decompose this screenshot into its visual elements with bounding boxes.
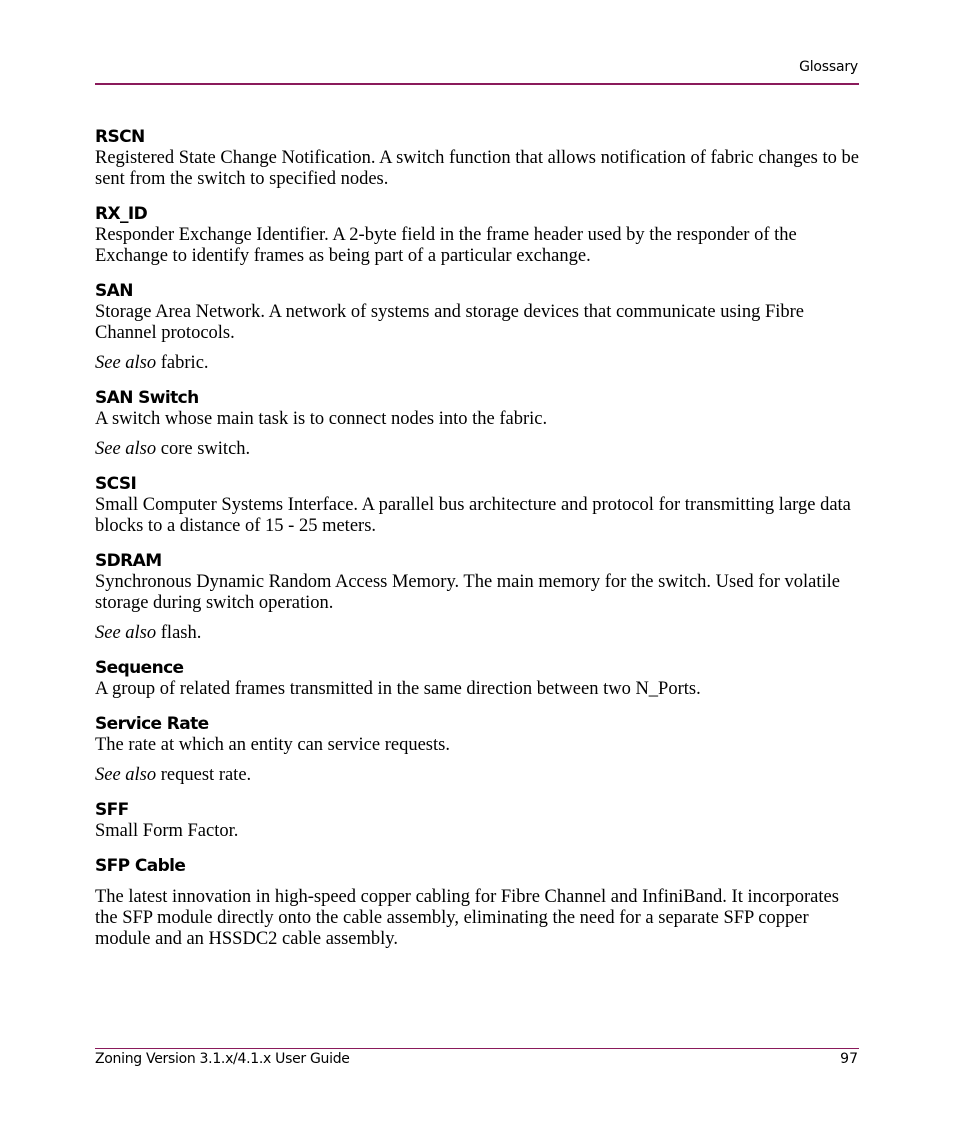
page-number: 97 [840,1051,858,1067]
glossary-term: SCSI [95,474,137,494]
glossary-definition: Storage Area Network. A network of systems and storage devices that communicate using Fibre Channel protocols. [95,302,804,343]
see-also [95,439,859,460]
see-also [95,353,859,374]
glossary-entry-san-switch [95,387,859,460]
glossary-entry-sequence [95,657,859,700]
glossary-term: SDRAM [95,551,162,571]
glossary-definition: The latest innovation in high-speed copper cabling for Fibre Channel and InfiniBand. It incorporates the SFP module directly onto the cable assembly, eliminating the need for a separate SFP copper module and an HSSDC2 cable assembly. [95,887,839,949]
running-header: Glossary [799,59,858,75]
glossary-term: RSCN [95,127,145,147]
glossary-entry-scsi [95,473,859,537]
glossary-term: SAN Switch [95,388,199,408]
see-also-target: fabric. [160,353,209,373]
glossary-entry-service-rate [95,713,859,786]
see-also-label: See also [95,439,157,459]
glossary-term: SAN [95,281,133,301]
footer-rule [95,1048,859,1049]
glossary-definition: Synchronous Dynamic Random Access Memory. The main memory for the switch. Used for volatile storage during switch operation. [95,572,840,613]
glossary-entry-san [95,280,859,374]
footer-title: Zoning Version 3.1.x/4.1.x User Guide [95,1051,350,1067]
see-also-target: request rate. [160,765,252,785]
glossary-definition: Small Form Factor. [95,821,239,841]
glossary-definition: A group of related frames transmitted in the same direction between two N_Ports. [95,679,701,699]
glossary-entry-rx-id [95,203,859,267]
glossary-definition: Small Computer Systems Interface. A parallel bus architecture and protocol for transmitting large data blocks to a distance of 15 - 25 meters. [95,495,851,536]
glossary-entries [95,126,859,963]
see-also-label: See also [95,623,157,643]
see-also [95,623,859,644]
glossary-term: RX_ID [95,204,148,224]
glossary-term: SFP Cable [95,856,186,876]
glossary-definition: A switch whose main task is to connect nodes into the fabric. [95,409,548,429]
glossary-term: SFF [95,800,129,820]
see-also [95,765,859,786]
glossary-definition: Registered State Change Notification. A switch function that allows notification of fabric changes to be sent from the switch to specified nodes. [95,148,859,189]
glossary-term: Sequence [95,658,184,678]
see-also-label: See also [95,765,157,785]
see-also-label: See also [95,353,157,373]
see-also-target: core switch. [160,439,251,459]
glossary-entry-sfp-cable [95,855,859,950]
glossary-definition: Responder Exchange Identifier. A 2-byte field in the frame header used by the responder of the Exchange to identify frames as being part of a particular exchange. [95,225,797,266]
see-also-target: flash. [160,623,202,643]
glossary-definition: The rate at which an entity can service requests. [95,735,450,755]
glossary-entry-sdram [95,550,859,644]
header-rule [95,83,859,85]
glossary-entry-sff [95,799,859,842]
glossary-entry-rscn [95,126,859,190]
glossary-term: Service Rate [95,714,209,734]
